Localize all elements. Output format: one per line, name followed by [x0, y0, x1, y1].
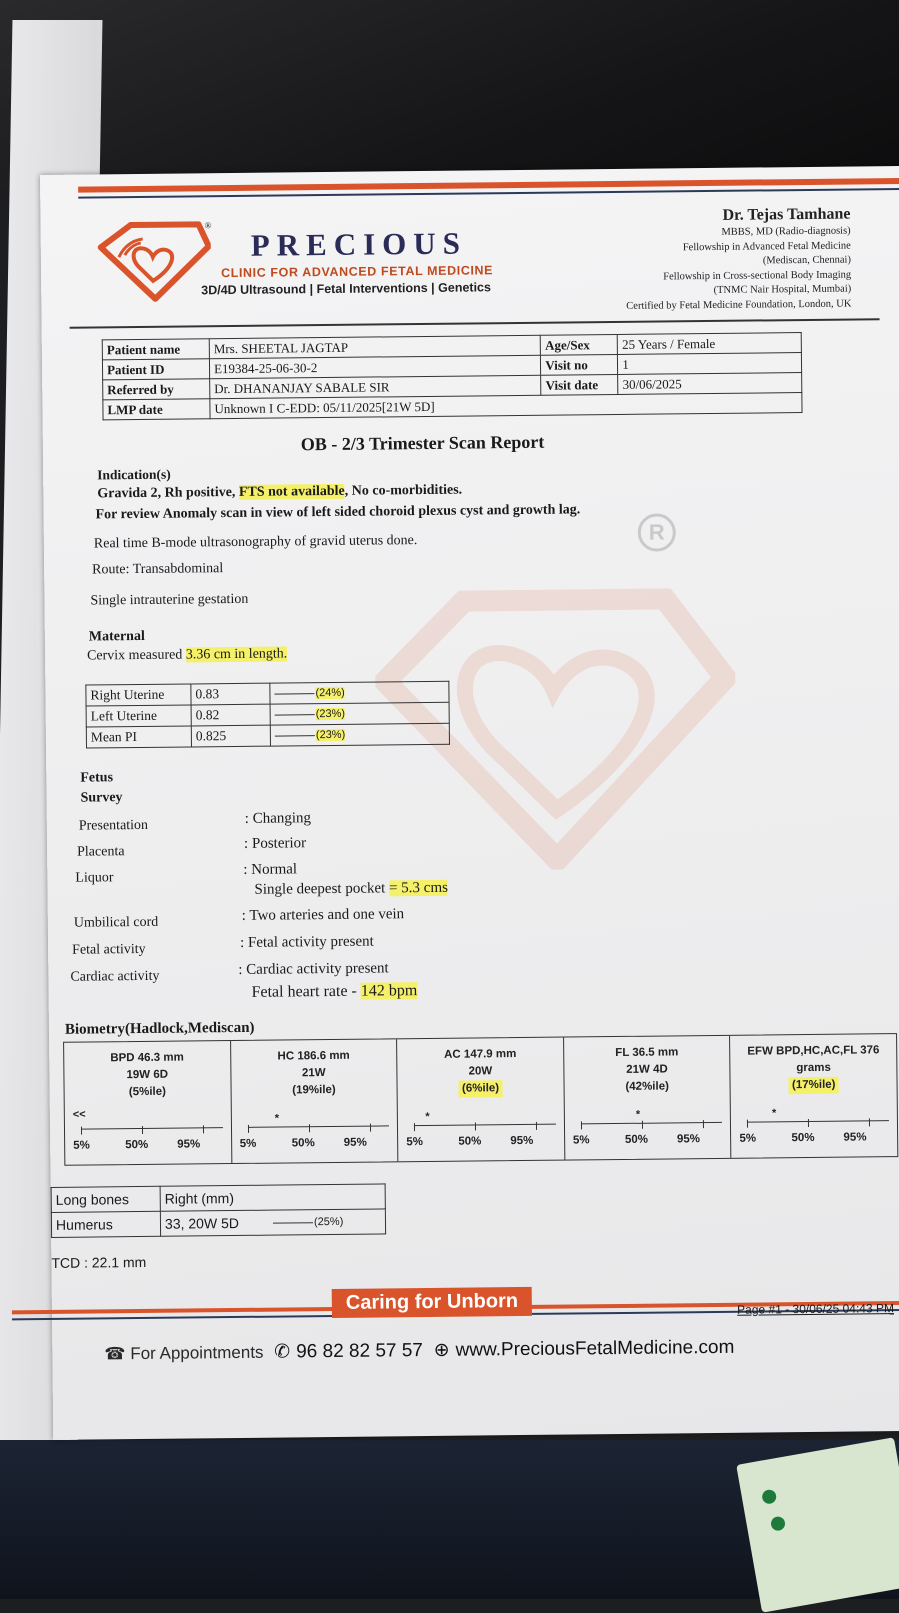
- fhr-highlight: 142 bpm: [360, 982, 418, 1000]
- route-line: Route: Transabdominal: [92, 561, 224, 578]
- background-card: [736, 1437, 899, 1613]
- visit-no-label: Visit no: [541, 354, 618, 375]
- percentile-marker: *: [771, 1107, 777, 1120]
- indication-highlight: FTS not available: [238, 483, 345, 500]
- pi-value: 0.825: [191, 725, 270, 747]
- axis-tick: [808, 1119, 809, 1127]
- axis-tick-label: 95%: [177, 1138, 201, 1151]
- doctor-degree: MBBS, MD (Radio-diagnosis): [721, 225, 851, 238]
- biometry-measure: EFW BPD,HC,AC,FL 376: [747, 1044, 880, 1058]
- report-page: [40, 166, 899, 1440]
- visit-date: 30/06/2025: [618, 373, 802, 395]
- humerus-percentile: (25%): [313, 1215, 344, 1229]
- biometry-measure: HC 186.6 mm: [277, 1049, 350, 1063]
- pi-label: Mean PI: [86, 726, 191, 748]
- maternal-heading: Maternal: [88, 628, 145, 645]
- survey-heading: Survey: [80, 790, 123, 806]
- doctor-fellowship-1: Fellowship in Advanced Fetal Medicine: [682, 240, 851, 253]
- clinic-services: 3D/4D Ultrasound | Fetal Interventions | Genetics: [201, 280, 491, 298]
- biometry-percentile: (42%ile): [625, 1080, 669, 1093]
- tcd-measurement: TCD : 22.1 mm: [51, 1253, 147, 1271]
- cervix-text: Cervix measured: [86, 647, 186, 664]
- header-divider: [70, 318, 880, 328]
- pi-label: Right Uterine: [86, 684, 191, 706]
- lmp-date: Unknown I C-EDD: 05/11/2025[21W 5D]: [210, 393, 802, 419]
- axis-tick: [536, 1122, 537, 1130]
- biometry-text: [397, 1046, 563, 1099]
- biometry-measure: FL 36.5 mm: [615, 1046, 679, 1060]
- bmode-line: Real time B-mode ultrasonography of gravid uterus done.: [93, 533, 418, 552]
- axis-tick: [203, 1125, 204, 1133]
- humerus-value: 33, 20W 5D: [160, 1210, 269, 1236]
- pi-percentile: (23%): [315, 728, 346, 742]
- cardiac-activity-value: : Cardiac activity present: [238, 960, 389, 978]
- long-bones-side-header: Right (mm): [160, 1184, 385, 1211]
- axis-tick: [747, 1120, 748, 1128]
- pi-label: Left Uterine: [86, 705, 191, 727]
- percentile-whisker-icon: [274, 693, 314, 694]
- deepest-pocket: [254, 880, 448, 899]
- biometry-age: 21W 4D: [626, 1063, 668, 1076]
- percentile-marker: *: [274, 1112, 280, 1125]
- biometry-measure: BPD 46.3 mm: [110, 1051, 184, 1065]
- fhr-text: Fetal heart rate -: [251, 982, 361, 1001]
- axis-tick-label: 5%: [406, 1136, 424, 1149]
- clinic-name: PRECIOUS: [250, 225, 468, 263]
- cervix-highlight: 3.36 cm in length.: [185, 646, 288, 663]
- presentation-value: : Changing: [244, 810, 312, 827]
- axis-tick-label: 5%: [572, 1134, 590, 1147]
- umbilical-cord-value: : Two arteries and one vein: [241, 906, 405, 924]
- visit-no: 1: [618, 353, 802, 375]
- long-bones-header: Long bones: [51, 1186, 160, 1212]
- percentile-whisker-icon: [275, 714, 315, 715]
- biometry-text: [231, 1047, 397, 1100]
- biometry-cell: [564, 1036, 732, 1160]
- liquor-label: Liquor: [75, 870, 114, 886]
- pulsatility-index-table: [85, 681, 450, 749]
- visit-date-label: Visit date: [541, 374, 618, 395]
- axis-tick-label: 5%: [73, 1139, 90, 1152]
- biometry-text: [64, 1049, 230, 1102]
- indication-line-1: [97, 483, 462, 503]
- indication-line-2: For review Anomaly scan in view of left sided choroid plexus cyst and growth lag.: [95, 502, 581, 523]
- card-dot-icon: [770, 1516, 786, 1532]
- age-sex: 25 Years / Female: [617, 333, 801, 355]
- percentile-whisker-icon: [273, 1222, 313, 1223]
- axis-tick: [869, 1118, 870, 1126]
- fetal-activity-value: : Fetal activity present: [239, 933, 374, 951]
- axis-tick-label: 5%: [239, 1137, 257, 1150]
- biometry-cell: [231, 1039, 399, 1163]
- pi-percentile-plot: [270, 723, 449, 746]
- appointment-bar: [104, 1336, 734, 1366]
- pi-percentile-plot: [270, 681, 449, 704]
- humerus-label: Humerus: [51, 1211, 160, 1237]
- percentile-axis: [81, 1127, 223, 1129]
- biometry-percentile: (17%ile): [789, 1077, 839, 1095]
- deepest-pocket-text: Single deepest pocket: [254, 880, 390, 898]
- lmp-date-label: LMP date: [103, 399, 210, 420]
- table-row: [51, 1209, 385, 1237]
- clinic-subtitle: CLINIC FOR ADVANCED FETAL MEDICINE: [220, 263, 494, 281]
- fetal-heart-rate: [251, 982, 417, 1002]
- patient-id: E19384-25-06-30-2: [209, 355, 540, 378]
- axis-tick-label: 95%: [843, 1131, 867, 1144]
- long-bones-table: [51, 1183, 387, 1238]
- website-link[interactable]: www.PreciousFetalMedicine.com: [455, 1336, 735, 1361]
- cardiac-activity-label: Cardiac activity: [70, 968, 160, 985]
- table-row: [51, 1184, 385, 1212]
- humerus-percentile-plot: [269, 1209, 386, 1235]
- axis-tick-label: 95%: [510, 1134, 534, 1148]
- report-title: OB - 2/3 Trimester Scan Report: [300, 431, 545, 455]
- pi-value: 0.82: [191, 704, 270, 726]
- axis-tick-label: 50%: [791, 1131, 815, 1145]
- biometry-panel: [63, 1033, 898, 1166]
- doctor-name: Dr. Tejas Tamhane: [722, 205, 851, 224]
- biometry-age: 19W 6D: [126, 1068, 169, 1082]
- axis-tick-label: 95%: [676, 1133, 701, 1146]
- appointments-label: For Appointments: [130, 1342, 264, 1364]
- percentile-axis: [747, 1120, 889, 1122]
- percentile-marker: *: [635, 1108, 641, 1121]
- percentile-axis: [248, 1125, 390, 1127]
- patient-id-label: Patient ID: [102, 359, 209, 380]
- axis-tick: [642, 1121, 643, 1129]
- biometry-percentile: (5%ile): [128, 1085, 166, 1099]
- percentile-marker: *: [425, 1110, 430, 1124]
- indication-text: Gravida 2, Rh positive,: [97, 484, 239, 502]
- patient-name-label: Patient name: [102, 339, 209, 360]
- percentile-axis: [581, 1122, 723, 1124]
- biometry-age: 20W: [468, 1065, 493, 1078]
- axis-tick-label: 50%: [624, 1133, 649, 1146]
- axis-tick: [414, 1123, 415, 1131]
- patient-name: Mrs. SHEETAL JAGTAP: [209, 335, 540, 358]
- biometry-cell: [397, 1038, 565, 1162]
- doctor-fellowship-2: Fellowship in Cross-sectional Body Imaging: [663, 269, 852, 282]
- cervix-line: [87, 646, 287, 664]
- registered-mark: ®: [204, 220, 212, 231]
- deepest-pocket-highlight: = 5.3 cms: [388, 879, 448, 897]
- axis-tick-label: 50%: [458, 1135, 482, 1148]
- axis-tick: [581, 1121, 582, 1129]
- table-row: [86, 723, 449, 748]
- pi-percentile: (24%): [315, 686, 345, 700]
- globe-icon: ⊕: [433, 1339, 450, 1361]
- phone-number[interactable]: 96 82 82 57 57: [296, 1340, 424, 1363]
- doctor-credentials: [625, 205, 851, 314]
- card-dot-icon: [761, 1489, 777, 1505]
- biometry-percentile: (19%ile): [292, 1083, 336, 1097]
- indication-heading: Indication(s): [97, 466, 171, 483]
- axis-tick: [370, 1124, 371, 1132]
- axis-tick: [142, 1126, 143, 1134]
- footer-tagline: Caring for Unborn: [332, 1287, 533, 1318]
- biometry-text: [731, 1042, 897, 1095]
- pi-percentile: (23%): [315, 707, 346, 721]
- axis-tick: [248, 1125, 249, 1133]
- placenta-value: : Posterior: [243, 835, 307, 852]
- pi-percentile-plot: [270, 702, 449, 725]
- placenta-label: Placenta: [77, 844, 125, 860]
- axis-tick-label: 50%: [125, 1138, 149, 1152]
- biometry-percentile: (6%ile): [459, 1080, 502, 1097]
- axis-tick: [81, 1127, 82, 1135]
- axis-tick-label: 5%: [739, 1132, 757, 1145]
- biometry-cell: [64, 1041, 232, 1165]
- liquor-value: : Normal: [243, 861, 298, 878]
- referred-by: Dr. DHANANJAY SABALE SIR: [210, 375, 541, 398]
- biometry-age: grams: [796, 1061, 831, 1075]
- fetus-heading: Fetus: [80, 770, 114, 786]
- gestation-line: Single intrauterine gestation: [90, 591, 249, 609]
- clinic-logo-icon: [90, 218, 211, 304]
- axis-tick: [475, 1122, 476, 1130]
- percentile-whisker-icon: [275, 735, 315, 736]
- axis-tick-label: 95%: [343, 1136, 367, 1149]
- presentation-label: Presentation: [78, 817, 149, 834]
- age-sex-label: Age/Sex: [541, 334, 618, 355]
- percentile-axis: [414, 1124, 556, 1126]
- umbilical-cord-label: Umbilical cord: [73, 914, 159, 931]
- page-number: Page #1 - 30/06/25 04:43 PM: [737, 1301, 894, 1317]
- indication-text: , No co-morbidities.: [344, 482, 463, 499]
- phone-icon: ✆: [274, 1341, 291, 1363]
- fetal-activity-label: Fetal activity: [72, 941, 146, 958]
- doctor-fellowship-1-place: (Mediscan, Chennai): [762, 254, 851, 267]
- referred-by-label: Referred by: [103, 379, 210, 400]
- registered-watermark-icon: R: [638, 513, 676, 551]
- biometry-heading: Biometry(Hadlock,Mediscan): [64, 1019, 255, 1038]
- calendar-icon: ☎: [104, 1344, 126, 1364]
- axis-tick-label: 50%: [291, 1137, 315, 1150]
- biometry-text: [564, 1044, 730, 1097]
- patient-info-table: [102, 332, 803, 420]
- biometry-measure: AC 147.9 mm: [444, 1048, 517, 1061]
- biometry-age: 21W: [301, 1067, 326, 1080]
- axis-tick: [703, 1120, 704, 1128]
- percentile-marker: <<: [72, 1108, 86, 1121]
- axis-tick: [309, 1124, 310, 1132]
- pi-value: 0.83: [191, 683, 270, 705]
- doctor-certification: Certified by Fetal Medicine Foundation, London, UK: [626, 298, 852, 312]
- doctor-fellowship-2-place: (TNMC Nair Hospital, Mumbai): [713, 283, 852, 296]
- biometry-cell: [730, 1034, 897, 1158]
